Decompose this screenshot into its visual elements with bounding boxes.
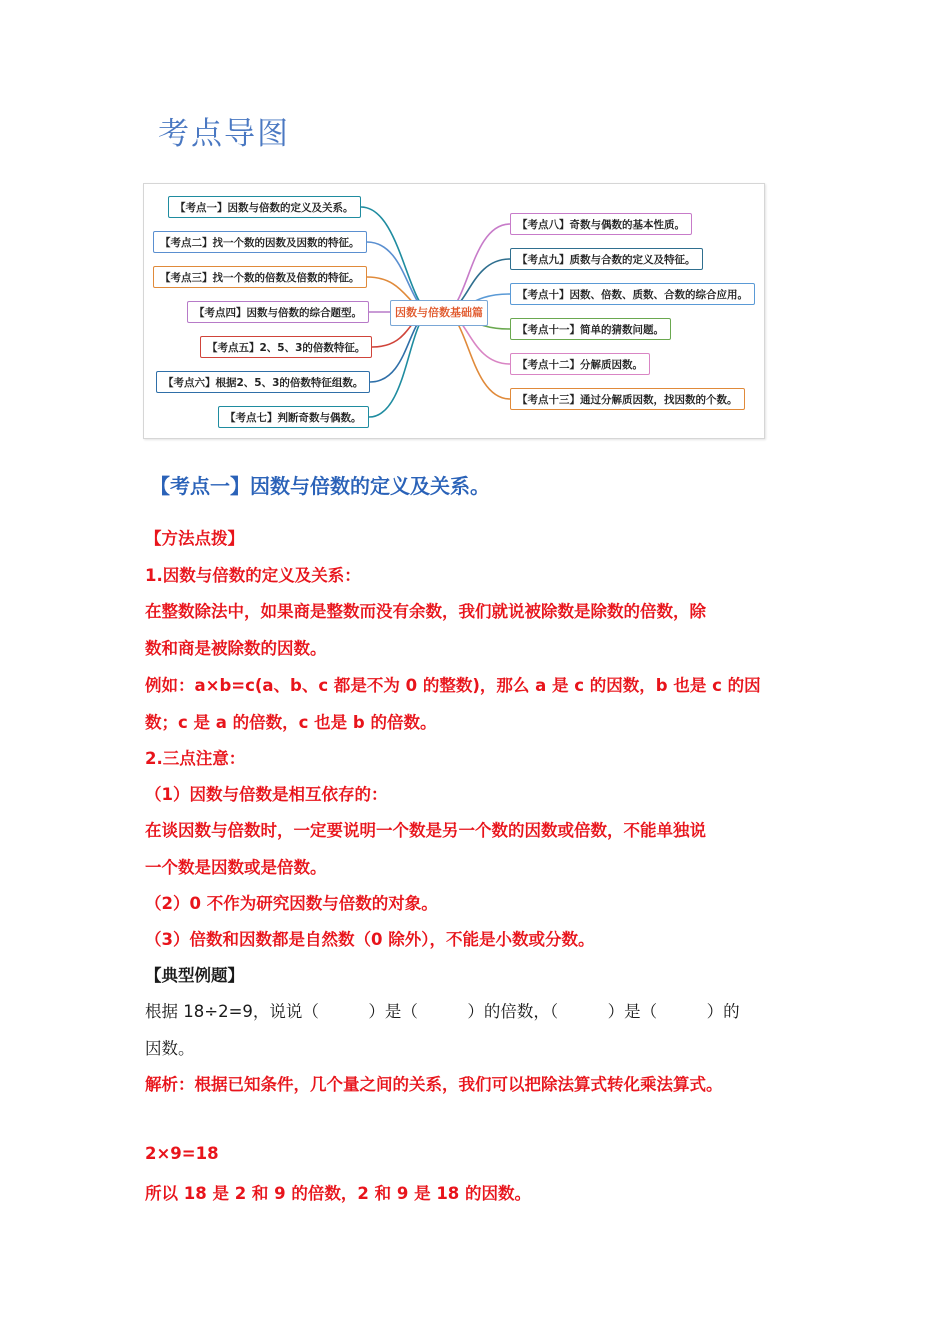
method-heading: 【方法点拨】 [145, 529, 244, 548]
definition-heading: 1.因数与倍数的定义及关系： [145, 566, 361, 585]
mind-map-node-point-5: 【考点五】2、5、3的倍数特征。 [200, 336, 372, 358]
mind-map-node-point-2: 【考点二】找一个数的因数及因数的特征。 [153, 231, 367, 253]
mind-map-node-point-4: 【考点四】因数与倍数的综合题型。 [187, 301, 369, 323]
mind-map-node-point-11: 【考点十一】简单的猜数问题。 [510, 318, 671, 340]
connector-right-1 [444, 224, 510, 312]
mind-map-node-point-12: 【考点十二】分解质因数。 [510, 353, 650, 375]
definition-text-line-2: 数和商是被除数的因数。 [145, 639, 327, 658]
note-2: （2）0 不作为研究因数与倍数的对象。 [145, 894, 438, 913]
mind-map-node-point-10: 【考点十】因数、倍数、质数、合数的综合应用。 [510, 283, 755, 305]
question-line-2: 因数。 [145, 1039, 195, 1058]
note-1-text-line-2: 一个数是因数或是倍数。 [145, 858, 327, 877]
note-3: （3）倍数和因数都是自然数（0 除外），不能是小数或分数。 [145, 930, 595, 949]
typical-example-heading: 【典型例题】 [145, 966, 244, 985]
mind-map-node-point-6: 【考点六】根据2、5、3的倍数特征组数。 [156, 371, 370, 393]
example-text-line-2: 数；c 是 a 的倍数，c 也是 b 的倍数。 [145, 713, 437, 732]
mind-map-node-point-3: 【考点三】找一个数的倍数及倍数的特征。 [153, 266, 367, 288]
equation: 2×9=18 [145, 1144, 219, 1163]
mind-map-node-point-8: 【考点八】奇数与偶数的基本性质。 [510, 213, 692, 235]
conclusion: 所以 18 是 2 和 9 的倍数，2 和 9 是 18 的因数。 [145, 1184, 532, 1203]
question-line-1: 根据 18÷2=9，说说（ ）是（ ）的倍数，（ ）是（ ）的 [145, 1002, 740, 1021]
mind-map-node-point-1: 【考点一】因数与倍数的定义及关系。 [168, 196, 361, 218]
connector-left-7 [369, 312, 432, 417]
mind-map-node-point-13: 【考点十三】通过分解质因数，找因数的个数。 [510, 388, 745, 410]
notes-heading: 2.三点注意： [145, 749, 246, 768]
definition-text-line-1: 在整数除法中，如果商是整数而没有余数，我们就说被除数是除数的倍数，除 [145, 602, 706, 621]
section-title: 【考点一】因数与倍数的定义及关系。 [150, 474, 490, 498]
mind-map-node-point-9: 【考点九】质数与合数的定义及特征。 [510, 248, 703, 270]
note-1-heading: （1）因数与倍数是相互依存的： [145, 785, 388, 804]
mind-map-node-point-7: 【考点七】判断奇数与偶数。 [218, 406, 369, 428]
example-text-line-1: 例如：a×b=c(a、b、c 都是不为 0 的整数)，那么 a 是 c 的因数，b 也是 c 的因 [145, 676, 761, 695]
mind-map [143, 183, 765, 439]
note-1-text-line-1: 在谈因数与倍数时，一定要说明一个数是另一个数的因数或倍数，不能单独说 [145, 821, 706, 840]
analysis-text: 解析：根据已知条件，几个量之间的关系，我们可以把除法算式转化乘法算式。 [145, 1075, 723, 1094]
page-title: 考点导图 [158, 116, 290, 152]
mind-map-center-node: 因数与倍数基础篇 [390, 300, 488, 326]
